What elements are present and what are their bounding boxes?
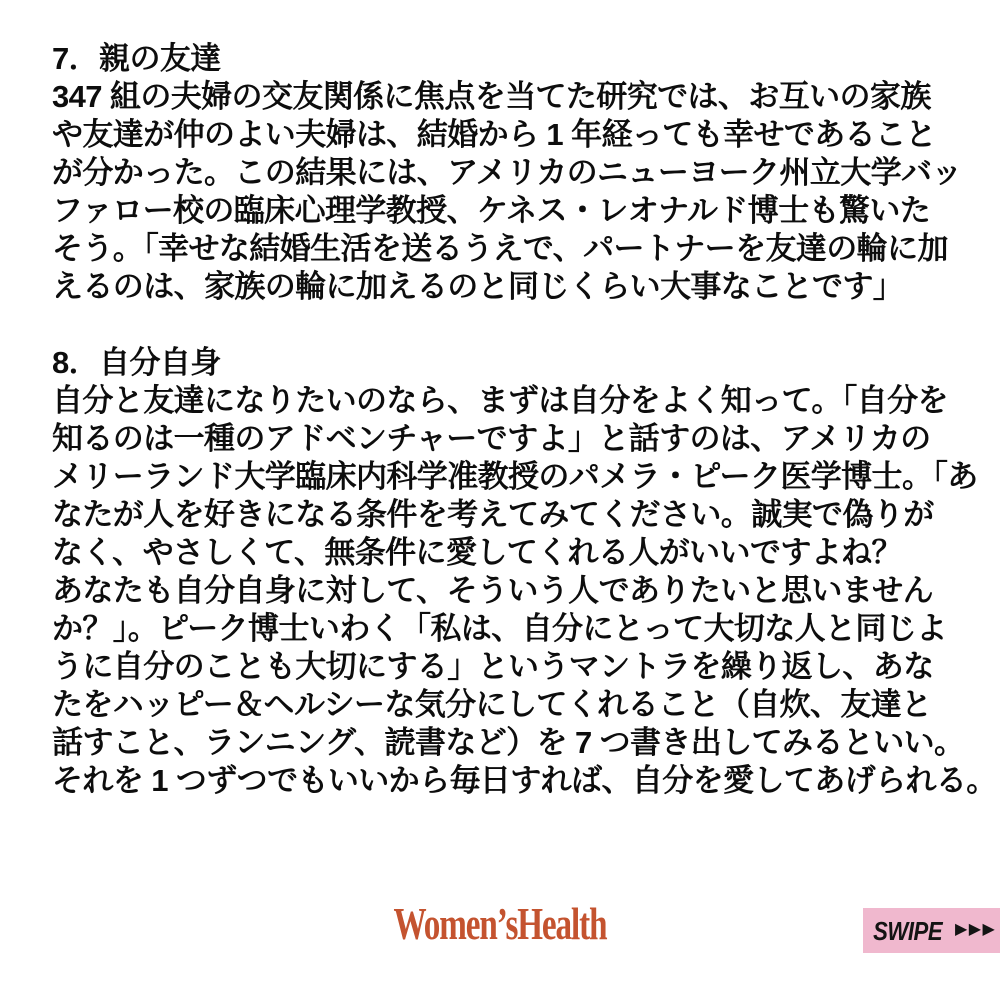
text-line: 347 組の夫婦の交友関係に焦点を当てた研究では、お互いの家族 xyxy=(52,79,931,114)
text-line: が分かった。この結果には、アメリカのニューヨーク州立大学バッ xyxy=(52,155,962,190)
text-line: ファロー校の臨床心理学教授、ケネス・レオナルド博士も驚いた xyxy=(52,193,931,228)
section-8-yourself xyxy=(52,344,997,800)
swipe-arrows-icon: ▶▶▶ xyxy=(954,921,997,938)
text-line: なたが人を好きになる条件を考えてみてください。誠実で偽りが xyxy=(52,497,934,532)
text-line: メリーランド大学臨床内科学准教授のパメラ・ピーク医学博士。「あ xyxy=(52,459,978,494)
text-line: えるのは、家族の輪に加えるのと同じくらい大事なことです」 xyxy=(52,269,904,304)
section-8-paragraph xyxy=(52,382,997,800)
text-line: 知るのは一種のアドベンチャーですよ」と話すのは、アメリカの xyxy=(52,421,931,456)
text-line: 自分と友達になりたいのなら、まずは自分をよく知って。「自分を xyxy=(52,383,948,418)
section-8-heading: 8．自分自身 xyxy=(52,345,221,380)
section-7-parents-friends xyxy=(52,40,964,306)
section-7-paragraph xyxy=(52,78,964,306)
text-line: そう。「幸せな結婚生活を送るうえで、パートナーを友達の輪に加 xyxy=(52,231,948,266)
text-line: あなたも自分自身に対して、そういう人でありたいと思いません xyxy=(52,573,933,608)
article-text xyxy=(52,40,997,800)
text-line: なく、やさしくて、無条件に愛してくれる人がいいですよね？ xyxy=(52,535,902,570)
section-7-heading: 7．親の友達 xyxy=(52,41,221,76)
text-line: や友達が仲のよい夫婦は、結婚から 1 年経っても幸せであること xyxy=(52,117,936,152)
text-line: か？」。ピーク博士いわく「私は、自分にとって大切な人と同じよ xyxy=(52,611,947,646)
text-line: たをハッピー＆ヘルシーな気分にしてくれること（自炊、友達と xyxy=(52,687,932,722)
text-line: 話すこと、ランニング、読書など）を 7 つ書き出してみるといい。 xyxy=(52,725,965,760)
womens-health-logo: Women’sHealth xyxy=(393,898,607,949)
swipe-button[interactable] xyxy=(863,908,1000,953)
swipe-label: SWIPE xyxy=(872,915,942,946)
text-line: それを 1 つずつでもいいから毎日すれば、自分を愛してあげられる。 xyxy=(52,763,997,798)
text-line: うに自分のことも大切にする」というマントラを繰り返し、あな xyxy=(52,649,934,684)
